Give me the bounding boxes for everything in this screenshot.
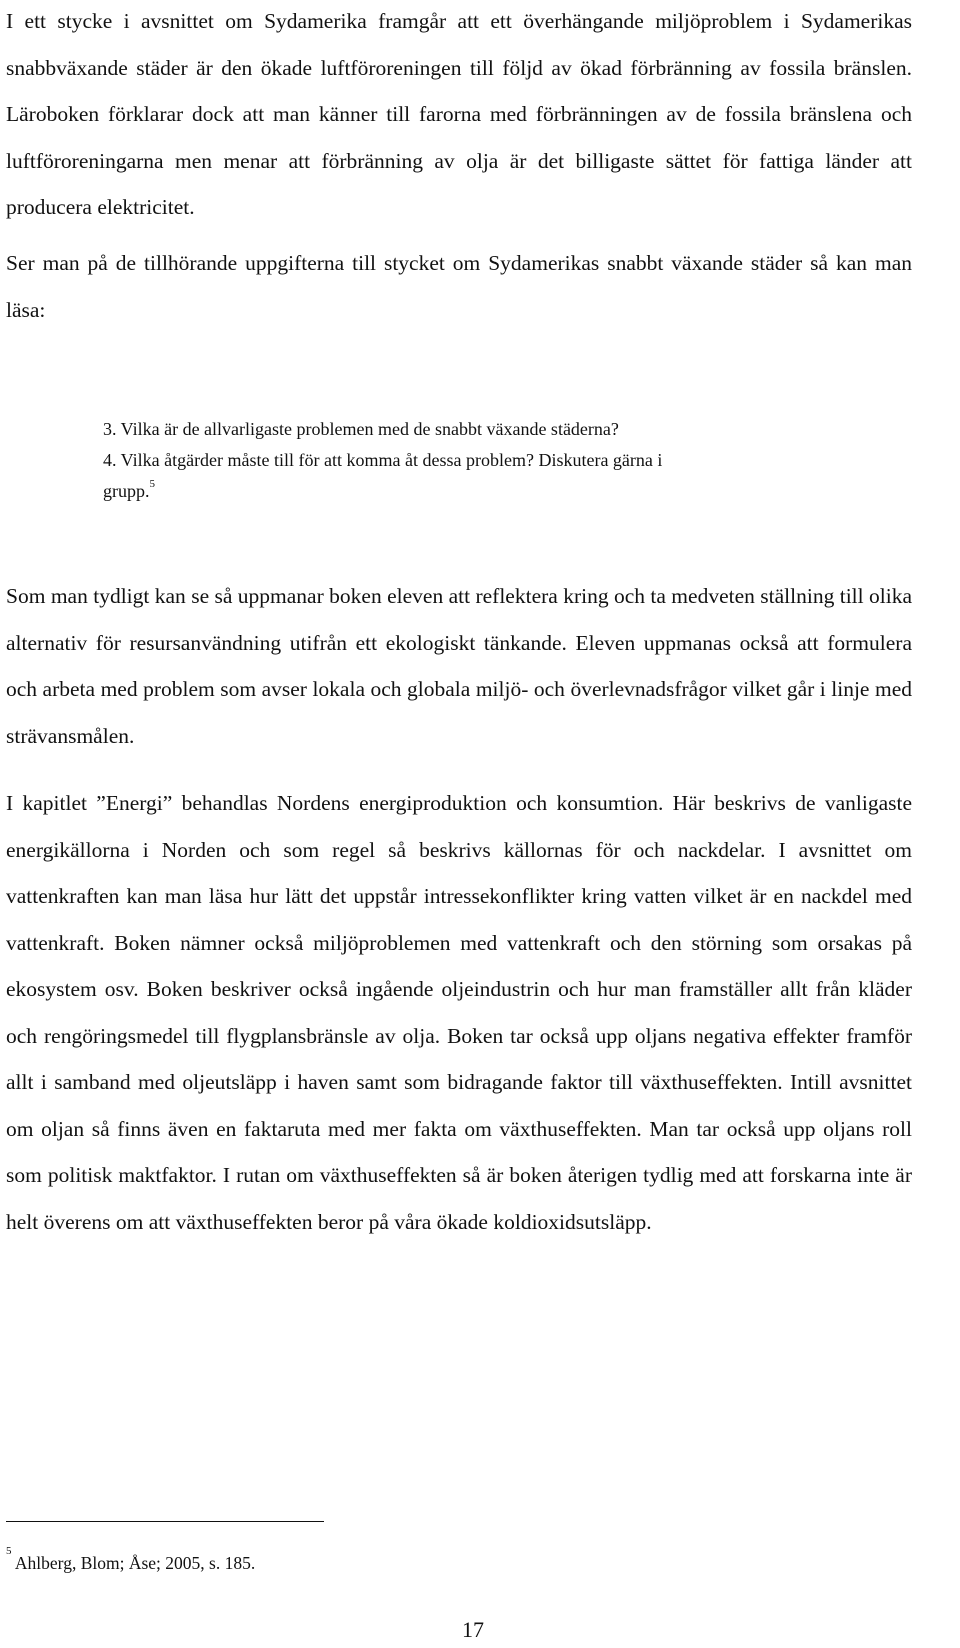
footnote xyxy=(6,1545,256,1574)
quoted-task-3: 3. Vilka är de allvarligaste problemen med de snabbt växande städerna? xyxy=(103,419,619,439)
quoted-task-4-continued xyxy=(103,476,803,507)
paragraph-reflection: Som man tydligt kan se så uppmanar boken eleven att reflektera kring och ta medveten ställning till olika alternativ för resursanvändning utifrån ett ekologiskt tänkande. Eleven uppmanas också att formulera och arbeta med problem som avser lokala och globala miljö- och överlevnadsfrågor vilket går i linje med strävansmålen. xyxy=(6,584,912,748)
footnote-marker: 5 xyxy=(6,1545,12,1558)
quoted-task-4-end: grupp. xyxy=(103,481,150,501)
paragraph-sydamerika-pollution: I ett stycke i avsnittet om Sydamerika framgår att ett överhängande miljöproblem i Sydamerikas snabbväxande städer är den ökade luftföroreningen till följd av ökad förbränning av fossila bränslen. Läroboken förklarar dock att man känner till farorna med förbränningen av de fossila bränslena och luftföroreningarna men menar att förbränning av olja är det billigaste sättet för fattiga länder att producera elektricitet. xyxy=(6,9,912,219)
footnote-text: Ahlberg, Blom; Åse; 2005, s. 185. xyxy=(11,1553,256,1573)
paragraph-tasks-intro: Ser man på de tillhörande uppgifterna till stycket om Sydamerikas snabbt växande städer så kan man läsa: xyxy=(6,251,912,322)
page-number: 17 xyxy=(462,1617,484,1642)
paragraph-energy-chapter: I kapitlet ”Energi” behandlas Nordens energiproduktion och konsumtion. Här beskrivs de vanligaste energikällorna i Norden och som regel så beskrivs källornas för och nackdelar. I avsnittet om vattenkraften kan man läsa hur lätt det uppstår intressekonflikter kring vatten vilket är en nackdel med vattenkraft. Boken nämner också miljöproblemen med vattenkraft och den störning som orsakas på ekosystem osv. Boken beskriver också ingående oljeindustrin och hur man framställer allt från kläder och rengöringsmedel till flygplansbränsle av olja. Boken tar också upp oljans negativa effekter framför allt i samband med oljeutsläpp i haven samt som bidragande faktor till växthuseffekten. Intill avsnittet om oljan så finns även en faktaruta med mer fakta om växthuseffekten. Man tar också upp oljans roll som politisk maktfaktor. I rutan om växthuseffekten så är boken återigen tydlig med att forskarna inte är helt överens om att växthuseffekten beror på våra ökade koldioxidsutsläpp. xyxy=(6,791,912,1234)
quoted-task-4: 4. Vilka åtgärder måste till för att komma åt dessa problem? Diskutera gärna i xyxy=(103,450,663,470)
footnote-reference: 5 xyxy=(149,478,155,490)
footnote-separator xyxy=(6,1521,324,1522)
